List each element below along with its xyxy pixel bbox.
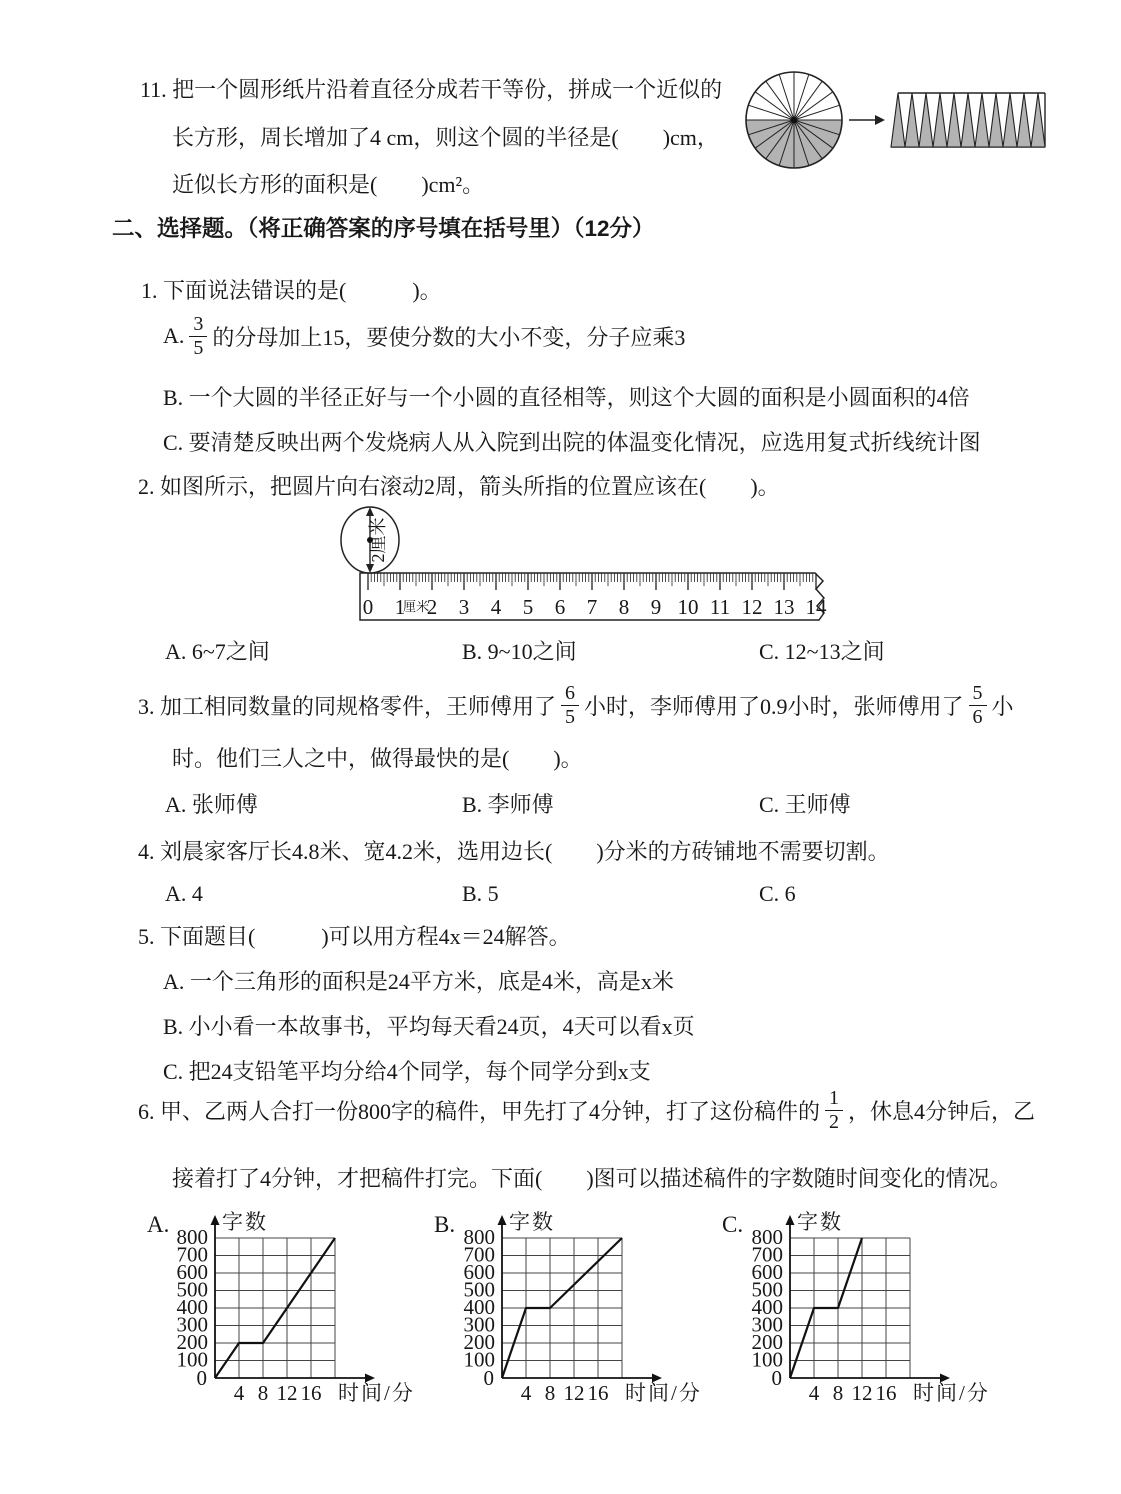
q3-stem-pre: 3. 加工相同数量的同规格零件，王师傅用了 xyxy=(138,693,557,719)
q2-stem: 2. 如图所示，把圆片向右滚动2周，箭头所指的位置应该在( )。 xyxy=(138,474,780,499)
q6-stem-line2: 接着打了4分钟，才把稿件打完。下面( )图可以描述稿件的字数随时间变化的情况。 xyxy=(172,1166,1012,1191)
fraction-numerator: 6 xyxy=(561,682,579,705)
fraction-numerator: 3 xyxy=(189,313,207,336)
q11-line2: 长方形，周长增加了4 cm，则这个圆的半径是( )cm， xyxy=(172,125,719,150)
q4-stem: 4. 刘晨家客厅长4.8米、宽4.2米，选用边长( )分米的方砖铺地不需要切割。 xyxy=(138,839,890,864)
svg-text:厘米: 厘米 xyxy=(402,599,430,614)
svg-text:3: 3 xyxy=(458,595,470,619)
svg-text:100: 100 xyxy=(176,1347,208,1372)
q6-stem-line1 xyxy=(138,1082,1035,1138)
svg-text:11: 11 xyxy=(709,595,731,619)
fraction-numerator: 5 xyxy=(969,682,987,705)
q3-stem-mid: 小时，李师傅用了0.9小时，张师傅用了 xyxy=(584,693,964,719)
svg-text:300: 300 xyxy=(751,1312,783,1337)
q4-option-c: C. 6 xyxy=(759,881,796,906)
q6-stem-pre: 6. 甲、乙两人合打一份800字的稿件，甲先打了4分钟，打了这份稿件的 xyxy=(138,1098,821,1124)
svg-text:0: 0 xyxy=(362,595,374,619)
svg-text:200: 200 xyxy=(176,1330,208,1354)
svg-text:400: 400 xyxy=(463,1295,495,1319)
svg-text:0: 0 xyxy=(196,1366,207,1390)
svg-text:12: 12 xyxy=(563,1381,585,1405)
q1-option-b: B. 一个大圆的半径正好与一个小圆的直径相等，则这个大圆的面积是小圆面积的4倍 xyxy=(163,385,970,410)
svg-text:600: 600 xyxy=(751,1260,783,1284)
q2-option-c: C. 12~13之间 xyxy=(759,639,885,664)
q3-stem-line1 xyxy=(138,677,1014,733)
fraction-denominator: 2 xyxy=(829,1110,840,1133)
svg-text:10: 10 xyxy=(677,595,699,619)
q4-option-b: B. 5 xyxy=(462,881,499,906)
svg-text:6: 6 xyxy=(554,595,566,619)
fraction-denominator: 6 xyxy=(972,705,983,728)
svg-text:16: 16 xyxy=(587,1381,609,1405)
svg-text:800: 800 xyxy=(463,1225,495,1249)
q5-option-c: C. 把24支铅笔平均分给4个同学，每个同学分到x支 xyxy=(163,1059,651,1084)
svg-text:300: 300 xyxy=(463,1312,495,1337)
q5-option-b: B. 小小看一本故事书，平均每天看24页，4天可以看x页 xyxy=(163,1014,695,1039)
svg-text:500: 500 xyxy=(463,1277,495,1302)
svg-text:4: 4 xyxy=(233,1381,245,1405)
chart-a-ylabel: 字数 xyxy=(222,1210,268,1234)
q2-option-a: A. 6~7之间 xyxy=(165,639,270,664)
svg-text:100: 100 xyxy=(751,1347,783,1372)
svg-text:0: 0 xyxy=(483,1366,494,1390)
q5-option-a: A. 一个三角形的面积是24平方米，底是4米，高是x米 xyxy=(163,969,674,994)
q11-line3: 近似长方形的面积是( )cm²。 xyxy=(172,172,485,197)
svg-text:14: 14 xyxy=(805,595,827,619)
fraction-numerator: 1 xyxy=(825,1087,843,1110)
q2-option-b: B. 9~10之间 xyxy=(462,639,577,664)
svg-text:500: 500 xyxy=(751,1277,783,1302)
svg-text:700: 700 xyxy=(751,1242,783,1267)
svg-text:4: 4 xyxy=(490,595,502,619)
q6-stem-tail: ，休息4分钟后，乙 xyxy=(848,1098,1036,1124)
q1-option-a-pre: A. xyxy=(163,323,185,348)
svg-text:4: 4 xyxy=(520,1381,532,1405)
svg-text:600: 600 xyxy=(463,1260,495,1284)
q11-circle-to-rectangle-figure xyxy=(735,60,1055,185)
q3-option-c: C. 王师傅 xyxy=(759,792,851,817)
fraction-3-5 xyxy=(189,313,207,359)
fraction-denominator: 5 xyxy=(193,336,204,359)
svg-text:200: 200 xyxy=(751,1330,783,1354)
q5-stem: 5. 下面题目( )可以用方程4x＝24解答。 xyxy=(138,924,571,949)
svg-text:500: 500 xyxy=(176,1277,208,1302)
q4-option-a: A. 4 xyxy=(165,881,203,906)
svg-text:700: 700 xyxy=(463,1242,495,1267)
svg-text:700: 700 xyxy=(176,1242,208,1267)
svg-text:16: 16 xyxy=(875,1381,897,1405)
svg-text:400: 400 xyxy=(176,1295,208,1319)
fraction-5-6 xyxy=(969,682,987,728)
svg-text:8: 8 xyxy=(544,1381,556,1405)
fraction-6-5 xyxy=(561,682,579,728)
svg-text:12: 12 xyxy=(741,595,763,619)
q11-line1: 11. 把一个圆形纸片沿着直径分成若干等份，拼成一个近似的 xyxy=(140,77,723,102)
q3-option-a: A. 张师傅 xyxy=(165,792,258,817)
svg-text:8: 8 xyxy=(257,1381,269,1405)
chart-b-label: B. xyxy=(434,1212,456,1237)
svg-text:200: 200 xyxy=(463,1330,495,1354)
chart-c-label: C. xyxy=(722,1212,744,1237)
svg-text:800: 800 xyxy=(751,1225,783,1249)
chart-a-label: A. xyxy=(147,1212,170,1237)
svg-text:12: 12 xyxy=(276,1381,298,1405)
chart-b-xlabel: 时间/分 xyxy=(625,1381,702,1405)
svg-text:9: 9 xyxy=(650,595,662,619)
svg-text:800: 800 xyxy=(176,1225,208,1249)
svg-text:600: 600 xyxy=(176,1260,208,1284)
svg-text:8: 8 xyxy=(832,1381,844,1405)
fraction-1-2 xyxy=(825,1087,843,1133)
svg-text:4: 4 xyxy=(808,1381,820,1405)
svg-text:0: 0 xyxy=(771,1366,782,1390)
q1-option-a-post: 的分母加上15，要使分数的大小不变，分子应乘3 xyxy=(212,324,686,350)
svg-text:2厘米: 2厘米 xyxy=(368,517,388,563)
svg-text:1: 1 xyxy=(394,595,406,619)
chart-c-xlabel: 时间/分 xyxy=(913,1381,990,1405)
svg-text:400: 400 xyxy=(751,1295,783,1319)
chart-b-ylabel: 字数 xyxy=(509,1210,555,1234)
svg-text:7: 7 xyxy=(586,595,598,619)
chart-a-xlabel: 时间/分 xyxy=(338,1381,415,1405)
svg-text:2: 2 xyxy=(426,595,438,619)
q2-circle-ruler-figure xyxy=(335,503,850,638)
section2-title: 二、选择题。（将正确答案的序号填在括号里）（12分） xyxy=(112,216,655,241)
svg-text:16: 16 xyxy=(300,1381,322,1405)
q1-option-c: C. 要清楚反映出两个发烧病人从入院到出院的体温变化情况，应选用复式折线统计图 xyxy=(163,430,981,455)
q3-stem-line2: 时。他们三人之中，做得最快的是( )。 xyxy=(172,746,583,771)
fraction-denominator: 5 xyxy=(565,705,576,728)
svg-text:12: 12 xyxy=(851,1381,873,1405)
svg-text:300: 300 xyxy=(176,1312,208,1337)
svg-text:13: 13 xyxy=(773,595,795,619)
q1-stem: 1. 下面说法错误的是( )。 xyxy=(141,278,442,303)
q3-option-b: B. 李师傅 xyxy=(462,792,554,817)
svg-text:8: 8 xyxy=(618,595,630,619)
q1-option-a xyxy=(163,308,685,364)
svg-text:5: 5 xyxy=(522,595,534,619)
svg-text:100: 100 xyxy=(463,1347,495,1372)
chart-c-ylabel: 字数 xyxy=(797,1210,843,1234)
q3-stem-tail: 小 xyxy=(991,693,1014,719)
